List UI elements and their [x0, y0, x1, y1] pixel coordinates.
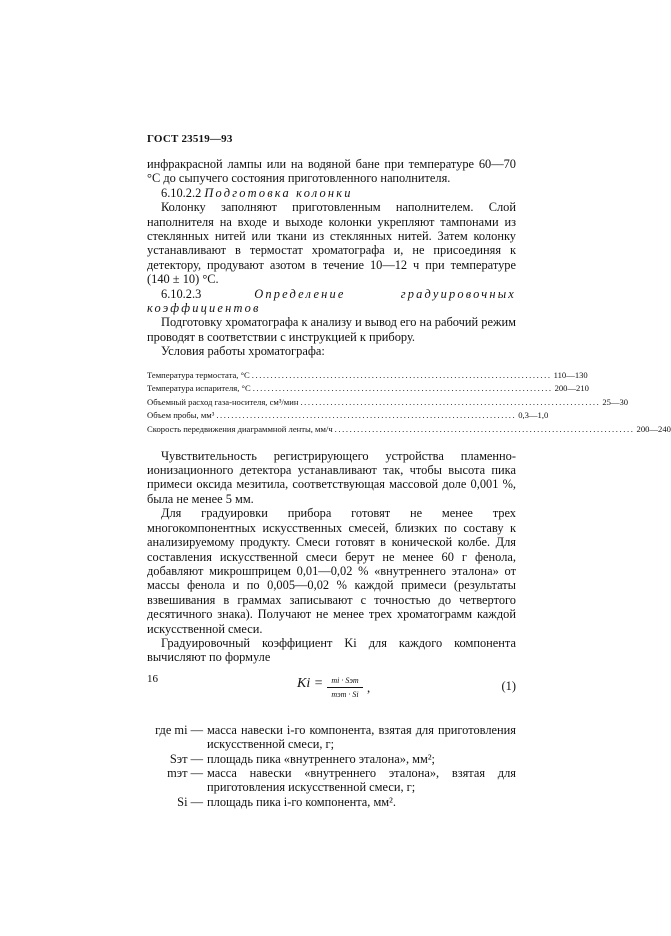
- paragraph-5: Чувствительность регистрирующего устройства пламенно-ионизационного детектора устанавливают так, чтобы высота пика примеси оксида мезитила, соответствующая массовой доле 0,001 %, была не менее 5 мм.: [147, 448, 516, 506]
- leader-dots: ................................................................................: [300, 396, 601, 407]
- definition-item: [147, 723, 516, 752]
- formula-tail: ,: [367, 679, 371, 695]
- condition-value: 25—30: [602, 396, 629, 407]
- definition-symbol: mэт —: [167, 765, 203, 780]
- condition-label: Температура испарителя, °С: [147, 383, 251, 394]
- paragraph-6: Для градуировки прибора готовят не менее трех многокомпонентных искусственных смесей, близких по составу к анализируемому продукту. Смеси готовят в конической колбе. Для составления искусственной смеси берут не менее 60 г фенола, добавляют микрошприцем 0,01—0,02 % «внутреннего эталона» от массы фенола и по 0,005—0,02 % каждой примеси (результаты взвешивания в граммах записывают с точностью до четвертого десятичного знака). Получают не менее трех хроматограмм каждой искусственной смеси.: [147, 506, 516, 636]
- leader-dots: ................................................................................: [251, 369, 552, 380]
- condition-row: [147, 423, 671, 437]
- formula-1: [147, 673, 516, 715]
- equation-number: (1): [501, 678, 516, 693]
- paragraph-3: Подготовку хроматографа к анализу и вывод его на рабочий режим проводят в соответствии с инструкцией к прибору.: [147, 315, 516, 344]
- formula-numerator: mi · Sэт: [331, 675, 359, 685]
- leader-dots: ................................................................................: [334, 424, 635, 435]
- section-heading-6-10-2-3: [147, 287, 516, 316]
- condition-value: 200—240: [636, 424, 671, 435]
- definition-text: площадь пика i-го компонента, мм².: [207, 794, 396, 809]
- standard-header: ГОСТ 23519—93: [147, 133, 233, 145]
- condition-label: Объем пробы, мм³: [147, 410, 215, 421]
- condition-label: Скорость передвижения диаграммной ленты, мм/ч: [147, 424, 333, 435]
- condition-row: [147, 396, 629, 410]
- definition-symbol: где mi —: [155, 722, 203, 737]
- condition-row: [147, 369, 588, 383]
- definition-text: масса навески i-го компонента, взятая для приготовления искусственной смеси, г;: [207, 722, 516, 752]
- leader-dots: ................................................................................: [216, 410, 517, 421]
- definitions-list: [147, 723, 516, 809]
- section-number: 6.10.2.3: [161, 286, 202, 301]
- condition-value: 0,3—1,0: [518, 410, 549, 421]
- formula-lhs: Ki =: [297, 675, 324, 691]
- definition-item: [147, 752, 516, 766]
- page-number: 16: [147, 673, 158, 685]
- main-text: [147, 157, 671, 809]
- paragraph-2: Колонку заполняют приготовленным наполнителем. Слой наполнителя на входе и выходе колонки укрепляют тампонами из стеклянных нитей или ткани из стеклянных нитей. Затем колонку устанавливают в термостат хроматографа и, не присоединяя к детектору, продувают азотом в течение 10—12 ч при температуре (140 ± 10) °С.: [147, 200, 516, 287]
- section-number: 6.10.2.2: [161, 185, 202, 200]
- condition-row: [147, 409, 549, 423]
- definition-text: масса навески «внутреннего эталона», взятая для приготовления искусственной смеси, г;: [207, 765, 516, 795]
- definition-item: [147, 766, 516, 795]
- leader-dots: ................................................................................: [252, 383, 553, 394]
- definition-symbol: Si —: [177, 794, 203, 809]
- formula-fraction: [327, 675, 363, 700]
- condition-row: [147, 382, 589, 396]
- conditions-list: [147, 369, 671, 437]
- definition-text: площадь пика «внутреннего эталона», мм²;: [207, 751, 435, 766]
- definition-symbol: Sэт —: [169, 751, 203, 766]
- section-title: Определение градуировочных коэффициентов: [147, 286, 516, 316]
- paragraph-1: инфракрасной лампы или на водяной бане при температуре 60—70 °С до сыпучего состояния приготовленного наполнителя.: [147, 157, 516, 186]
- section-heading-6-10-2-2: [147, 186, 516, 200]
- paragraph-4: Условия работы хроматографа:: [161, 344, 325, 359]
- paragraph-7: Градуировочный коэффициент Ki для каждого компонента вычисляют по формуле: [147, 635, 516, 665]
- condition-value: 110—130: [553, 369, 588, 380]
- definition-item: [147, 795, 516, 809]
- condition-label: Объемный расход газа-носителя, см³/мин: [147, 396, 299, 407]
- condition-value: 200—210: [554, 383, 589, 394]
- formula-denominator: mэт · Si: [331, 689, 359, 699]
- section-title: Подготовка колонки: [204, 185, 353, 200]
- fraction-bar: [327, 687, 363, 688]
- condition-label: Температура термостата, °С: [147, 369, 250, 380]
